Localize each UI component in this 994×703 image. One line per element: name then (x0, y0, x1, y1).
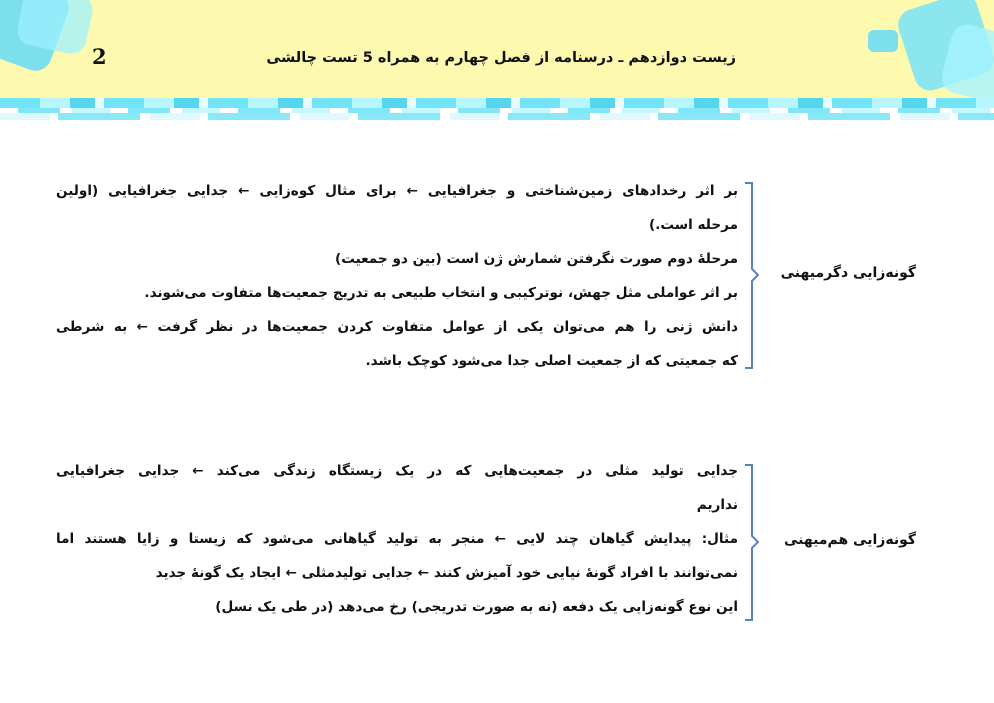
section-bracket (743, 463, 759, 623)
page-number: 2 (92, 44, 107, 69)
text-line: مثال: پیدایش گیاهان چند لایی ← منجر به تولید گیاهانی می‌شود که زیستا و زایا هستند اما (56, 531, 738, 547)
header-stripe (0, 98, 994, 108)
section-text-allopatric (56, 181, 738, 385)
text-line: نمی‌توانند با افراد گونۀ نیایی خود آمیزش کنند ← جدایی تولیدمثلی ← ایجاد یک گونۀ جدید (155, 565, 738, 581)
text-line: نداریم (696, 497, 738, 513)
text-line: دانش ژنی را هم می‌توان یکی از عوامل متفاوت کردن جمعیت‌ها در نظر گرفت ← به شرطی (56, 319, 738, 335)
section-label-sympatric: گونه‌زایی هم‌میهنی (783, 532, 916, 548)
text-line: بر اثر عواملی مثل جهش، نوترکیبی و انتخاب طبیعی به تدریج جمعیت‌ها متفاوت می‌شوند. (144, 285, 738, 301)
text-line: این نوع گونه‌زایی یک دفعه (نه به صورت تدریجی) رخ می‌دهد (در طی یک نسل) (215, 599, 738, 615)
section-label-allopatric: گونه‌زایی دگرمیهنی (780, 265, 916, 281)
header-title: زیست دوازدهم ـ درسنامه از فصل چهارم به همراه 5 تست چالشی (266, 50, 736, 66)
text-line: مرحلۀ دوم صورت نگرفتن شمارش ژن است (بین دو جمعیت) (334, 251, 738, 267)
section-bracket (743, 181, 759, 371)
text-line: مرحله است.) (649, 217, 738, 233)
section-text-sympatric (56, 461, 738, 631)
text-line: که جمعیتی که از جمعیت اصلی جدا می‌شود کوچک باشد. (365, 353, 738, 369)
text-line: بر اثر رخدادهای زمین‌شناختی و جغرافیایی ← برای مثال کوه‌زایی ← جدایی جغرافیایی (اولین (56, 183, 738, 199)
decor-shape (868, 30, 898, 52)
header-stripe (0, 113, 994, 120)
text-line: جدایی تولید مثلی در جمعیت‌هایی که در یک زیستگاه زندگی می‌کند ← جدایی جغرافیایی (56, 463, 738, 479)
header-band (0, 0, 994, 98)
